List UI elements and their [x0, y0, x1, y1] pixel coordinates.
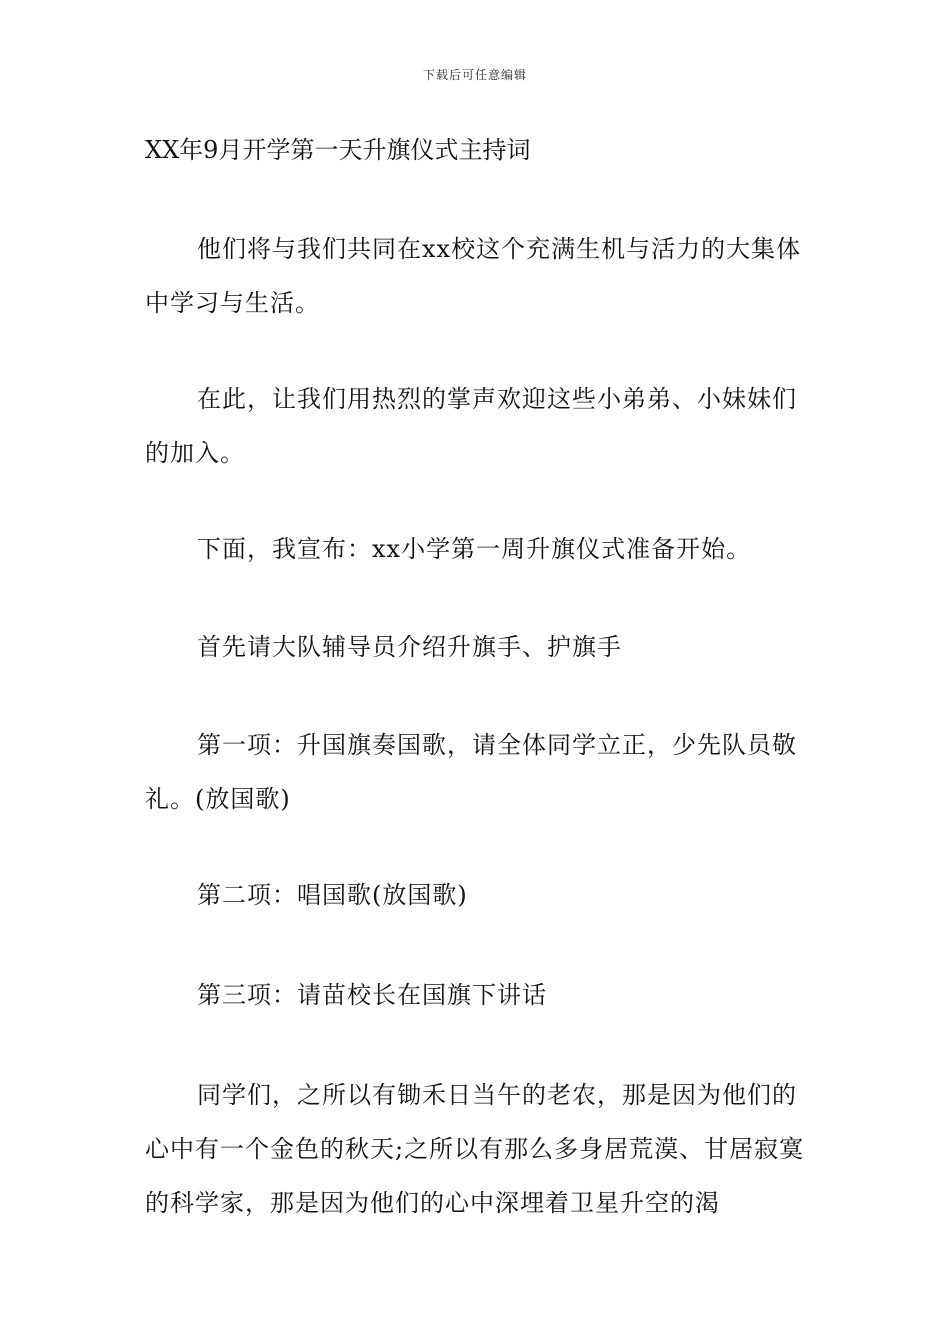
paragraph: 下面，我宣布：xx小学第一周升旗仪式准备开始。 [197, 535, 752, 563]
paragraph: 第二项：唱国歌(放国歌) [197, 881, 468, 909]
paragraph: 在此，让我们用热烈的掌声欢迎这些小弟弟、小妹妹们的加入。 [145, 385, 797, 467]
paragraph: 同学们，之所以有锄禾日当午的老农，那是因为他们的心中有一个金色的秋天;之所以有那么多身居荒漠、甘居寂寞的科学家，那是因为他们的心中深埋着卫星升空的渴 [145, 1081, 805, 1217]
paragraph: 第三项：请苗校长在国旗下讲话 [197, 981, 547, 1009]
paragraph: 他们将与我们共同在xx校这个充满生机与活力的大集体中学习与生活。 [145, 235, 802, 317]
document-title: XX年9月开学第一天升旗仪式主持词 [145, 136, 531, 164]
paragraph: 首先请大队辅导员介绍升旗手、护旗手 [197, 633, 622, 661]
paragraph: 第一项：升国旗奏国歌，请全体同学立正，少先队员敬礼。(放国歌) [145, 731, 797, 813]
page-header: 下载后可任意编辑 [422, 68, 527, 82]
